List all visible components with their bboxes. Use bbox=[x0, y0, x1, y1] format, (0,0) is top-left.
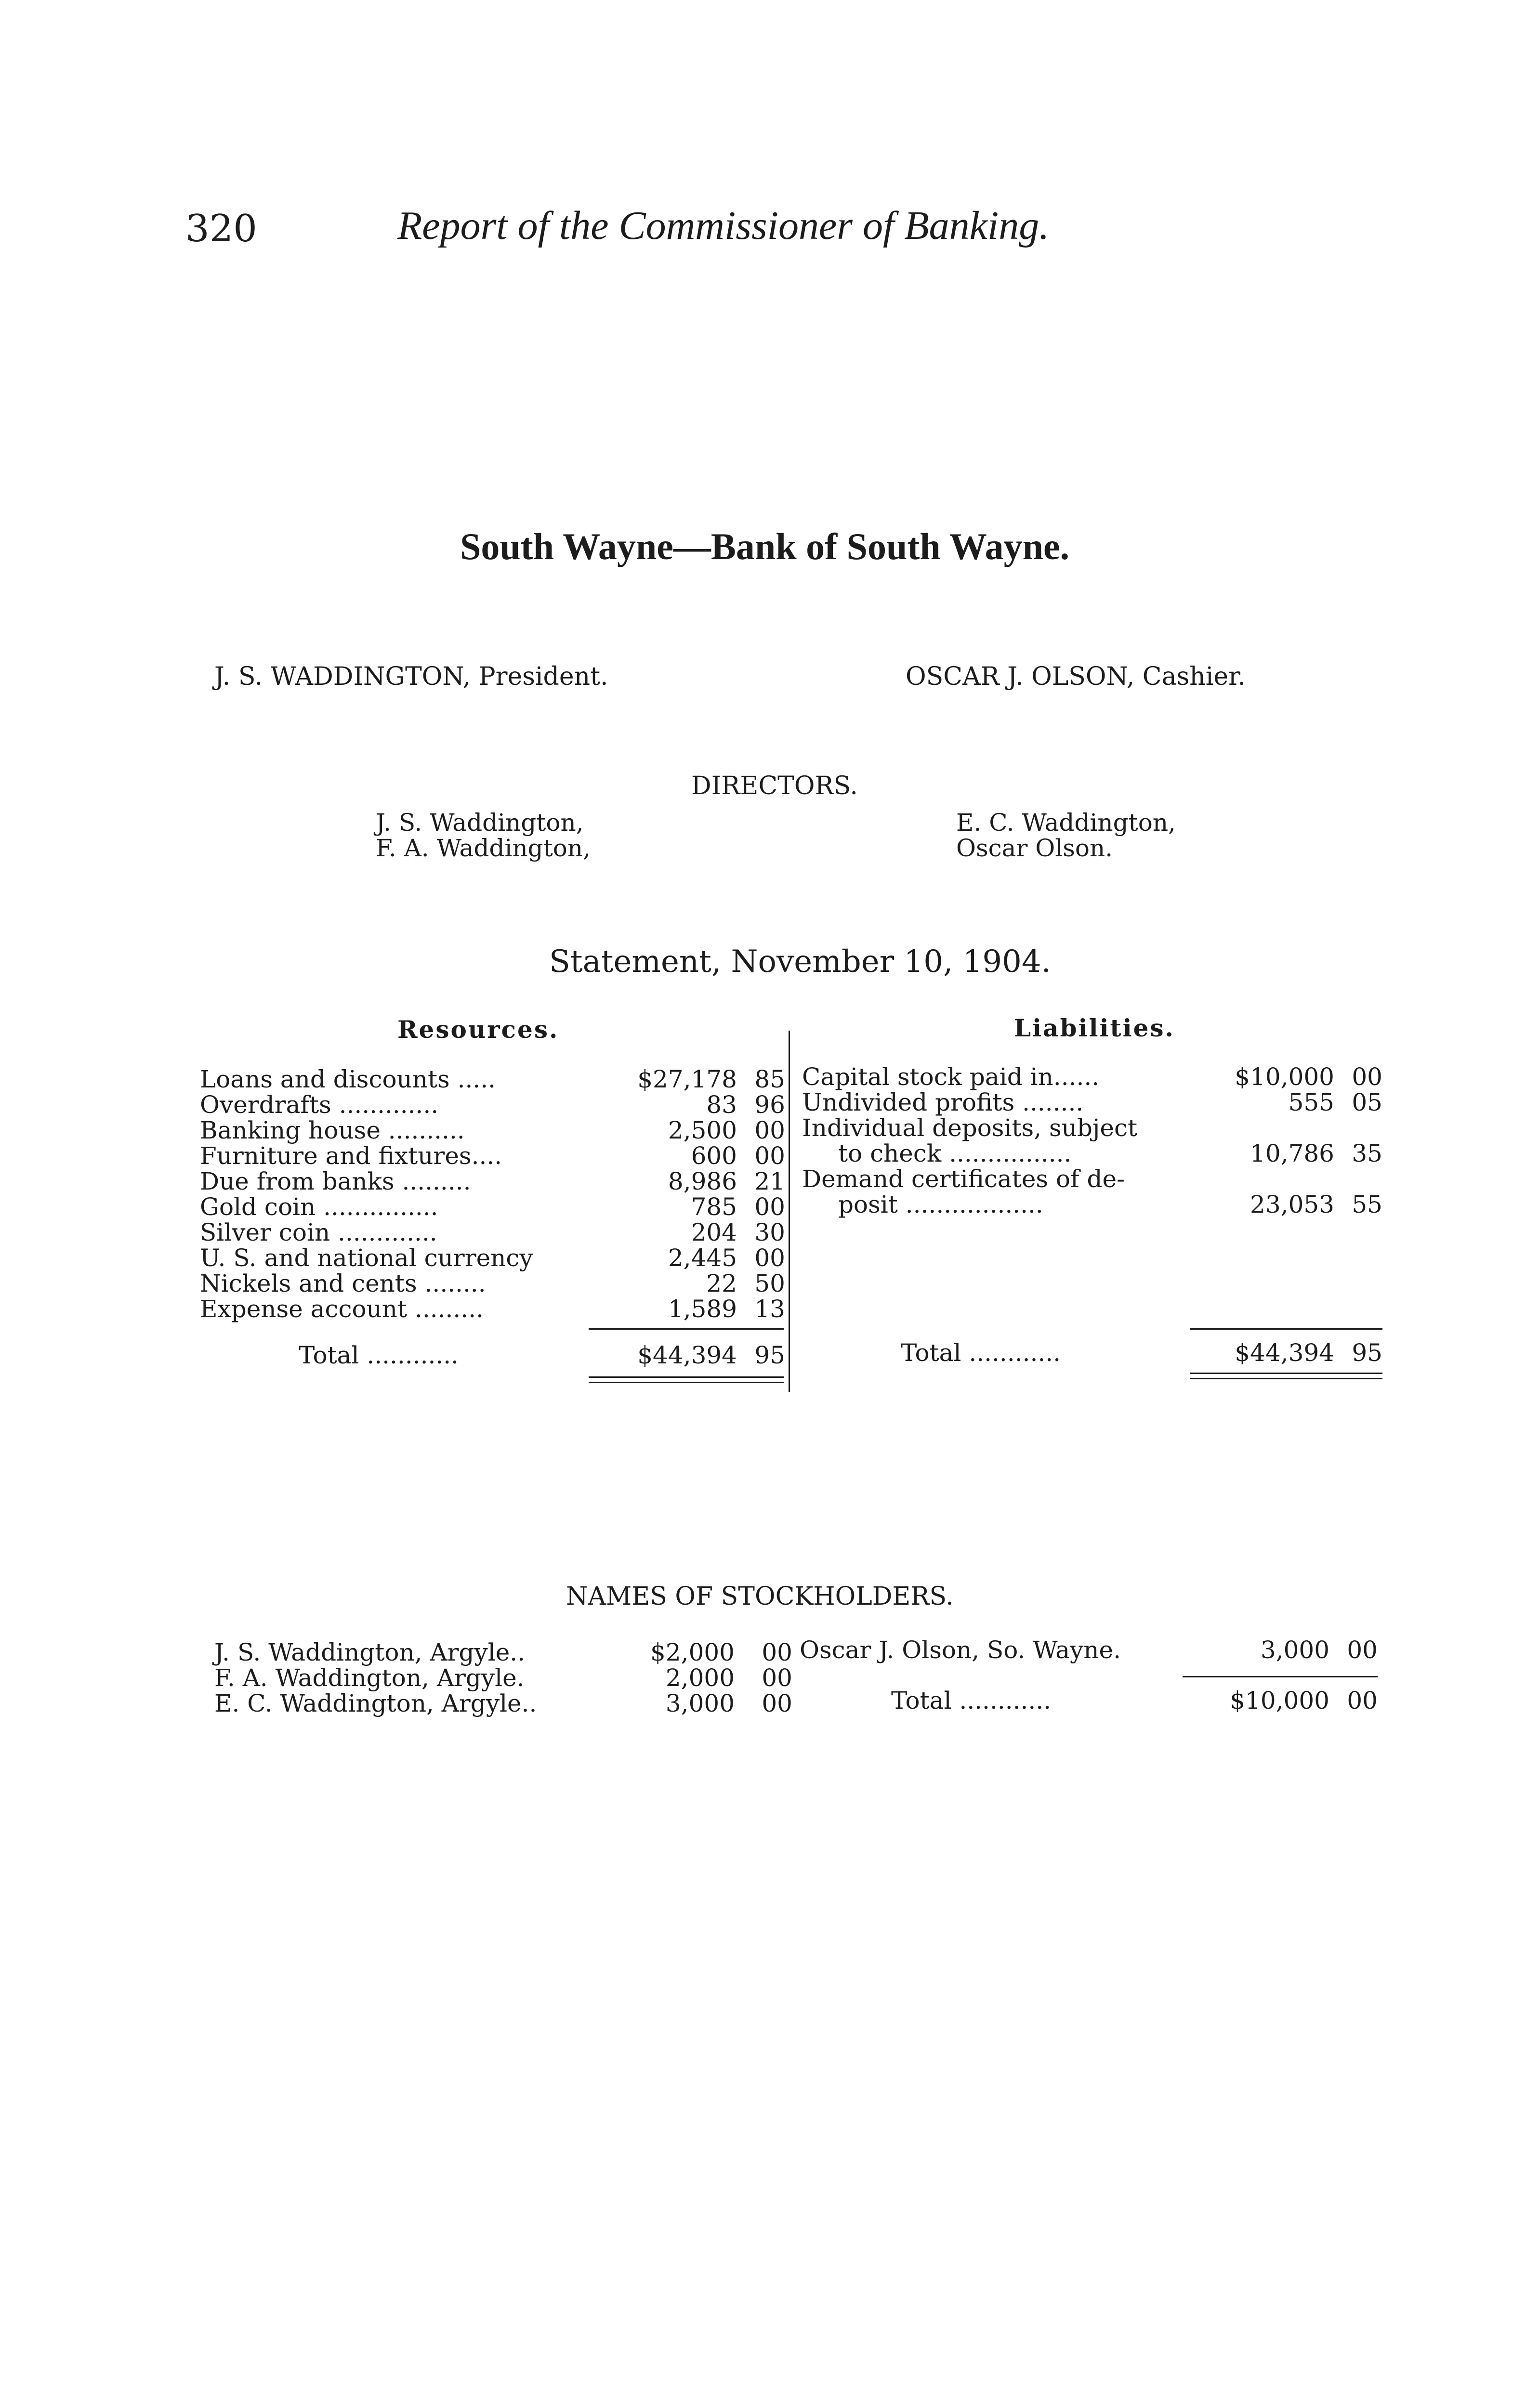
stockholder-cents: 00 bbox=[762, 1664, 792, 1692]
row-dollars: 8,986 bbox=[668, 1167, 737, 1195]
total-label: Total ............ bbox=[901, 1339, 1061, 1367]
row-label: Expense account ......... bbox=[200, 1295, 484, 1323]
row-label: Demand certificates of de- bbox=[802, 1165, 1125, 1193]
row-label: to check ................ bbox=[838, 1139, 1072, 1167]
director-name: Oscar Olson. bbox=[956, 834, 1113, 862]
stockholder-cents: 00 bbox=[762, 1689, 792, 1717]
total-row bbox=[800, 1688, 1378, 1714]
row-label: Banking house .......... bbox=[200, 1116, 465, 1144]
subtotal-rule bbox=[589, 1328, 784, 1330]
director-name: E. C. Waddington, bbox=[956, 809, 1176, 837]
total-label: Total ............ bbox=[891, 1687, 1052, 1714]
list-item bbox=[214, 1640, 792, 1665]
total-dollars: $44,394 bbox=[1235, 1339, 1334, 1367]
row-cents: 00 bbox=[754, 1244, 785, 1272]
total-cents: 95 bbox=[1352, 1339, 1382, 1367]
column-divider bbox=[789, 1031, 790, 1392]
double-rule bbox=[1190, 1373, 1382, 1379]
row-cents: 00 bbox=[754, 1193, 785, 1221]
row-dollars: 83 bbox=[706, 1091, 737, 1119]
row-cents: 85 bbox=[754, 1065, 785, 1093]
row-cents: 35 bbox=[1352, 1139, 1382, 1167]
list-item bbox=[214, 1691, 792, 1716]
subtotal-rule bbox=[1190, 1328, 1382, 1330]
row-label: U. S. and national currency bbox=[200, 1244, 533, 1272]
row-label: posit .................. bbox=[838, 1191, 1043, 1218]
row-dollars: $10,000 bbox=[1235, 1063, 1334, 1091]
row-cents: 21 bbox=[754, 1167, 785, 1195]
total-dollars: $44,394 bbox=[637, 1341, 737, 1369]
total-dollars: $10,000 bbox=[1230, 1687, 1329, 1714]
table-row bbox=[200, 1194, 785, 1220]
row-label: Nickels and cents ........ bbox=[200, 1269, 486, 1297]
stockholders-heading: NAMES OF STOCKHOLDERS. bbox=[566, 1582, 954, 1611]
president: J. S. WADDINGTON, President. bbox=[214, 662, 608, 691]
stockholder-dollars: 3,000 bbox=[665, 1689, 735, 1717]
table-row bbox=[802, 1115, 1382, 1141]
row-dollars: 204 bbox=[691, 1218, 737, 1246]
table-row bbox=[802, 1192, 1382, 1217]
running-title: Report of the Commissioner of Banking. bbox=[397, 203, 1050, 248]
row-label: Overdrafts ............. bbox=[200, 1091, 439, 1119]
row-cents: 30 bbox=[754, 1218, 785, 1246]
stockholder-name: F. A. Waddington, Argyle. bbox=[214, 1664, 525, 1692]
row-cents: 55 bbox=[1352, 1191, 1382, 1218]
resources-heading: Resources. bbox=[397, 1015, 559, 1044]
table-row bbox=[200, 1143, 785, 1169]
subtotal-rule bbox=[1183, 1676, 1378, 1677]
stockholder-dollars: $2,000 bbox=[650, 1638, 735, 1666]
table-row bbox=[802, 1064, 1382, 1090]
row-label: Loans and discounts ..... bbox=[200, 1065, 496, 1093]
row-dollars: 1,589 bbox=[668, 1295, 737, 1323]
row-dollars: 22 bbox=[706, 1269, 737, 1297]
row-dollars: 2,500 bbox=[668, 1116, 737, 1144]
row-label: Individual deposits, subject bbox=[802, 1114, 1138, 1142]
table-row bbox=[200, 1245, 785, 1271]
total-cents: 95 bbox=[754, 1341, 785, 1369]
row-dollars: 2,445 bbox=[668, 1244, 737, 1272]
table-row bbox=[200, 1296, 785, 1322]
statement-title: Statement, November 10, 1904. bbox=[549, 944, 1051, 980]
stockholder-cents: 00 bbox=[1347, 1636, 1378, 1664]
director-name: F. A. Waddington, bbox=[376, 834, 591, 862]
table-row bbox=[802, 1090, 1382, 1115]
row-cents: 00 bbox=[1352, 1063, 1382, 1091]
total-row bbox=[802, 1340, 1382, 1366]
stockholder-name: J. S. Waddington, Argyle.. bbox=[214, 1638, 526, 1666]
stockholder-cents: 00 bbox=[762, 1638, 792, 1666]
table-row bbox=[200, 1271, 785, 1296]
row-dollars: 555 bbox=[1288, 1088, 1334, 1116]
table-row bbox=[200, 1169, 785, 1194]
liabilities-heading: Liabilities. bbox=[1014, 1014, 1175, 1042]
stockholder-dollars: 3,000 bbox=[1260, 1636, 1329, 1664]
row-label: Undivided profits ........ bbox=[802, 1088, 1084, 1116]
stockholder-dollars: 2,000 bbox=[665, 1664, 735, 1692]
row-dollars: $27,178 bbox=[637, 1065, 737, 1093]
row-dollars: 600 bbox=[691, 1142, 737, 1170]
row-dollars: 10,786 bbox=[1250, 1139, 1334, 1167]
row-label: Silver coin ............. bbox=[200, 1218, 437, 1246]
page-number: 320 bbox=[185, 207, 257, 250]
directors-heading: DIRECTORS. bbox=[691, 772, 858, 800]
row-cents: 00 bbox=[754, 1142, 785, 1170]
director-name: J. S. Waddington, bbox=[376, 809, 584, 837]
row-label: Capital stock paid in...... bbox=[802, 1063, 1100, 1091]
table-row bbox=[200, 1067, 785, 1092]
cashier: OSCAR J. OLSON, Cashier. bbox=[906, 662, 1246, 691]
list-item bbox=[214, 1665, 792, 1691]
stockholder-name: Oscar J. Olson, So. Wayne. bbox=[800, 1636, 1121, 1664]
row-label: Due from banks ......... bbox=[200, 1167, 471, 1195]
double-rule bbox=[589, 1376, 784, 1383]
row-cents: 05 bbox=[1352, 1088, 1382, 1116]
stockholder-name: E. C. Waddington, Argyle.. bbox=[214, 1689, 537, 1717]
list-item bbox=[800, 1637, 1378, 1663]
table-row bbox=[802, 1166, 1382, 1192]
table-row bbox=[200, 1220, 785, 1245]
total-cents: 00 bbox=[1347, 1687, 1378, 1714]
total-row bbox=[200, 1343, 785, 1368]
row-cents: 13 bbox=[754, 1295, 785, 1323]
total-label: Total ............ bbox=[299, 1341, 459, 1369]
row-cents: 00 bbox=[754, 1116, 785, 1144]
row-label: Gold coin ............... bbox=[200, 1193, 438, 1221]
table-row bbox=[802, 1141, 1382, 1166]
bank-title: South Wayne—Bank of South Wayne. bbox=[460, 525, 1070, 567]
row-dollars: 23,053 bbox=[1250, 1191, 1334, 1218]
row-cents: 50 bbox=[754, 1269, 785, 1297]
row-label: Furniture and fixtures.... bbox=[200, 1142, 502, 1170]
table-row bbox=[200, 1092, 785, 1118]
row-dollars: 785 bbox=[691, 1193, 737, 1221]
row-cents: 96 bbox=[754, 1091, 785, 1119]
table-row bbox=[200, 1118, 785, 1143]
